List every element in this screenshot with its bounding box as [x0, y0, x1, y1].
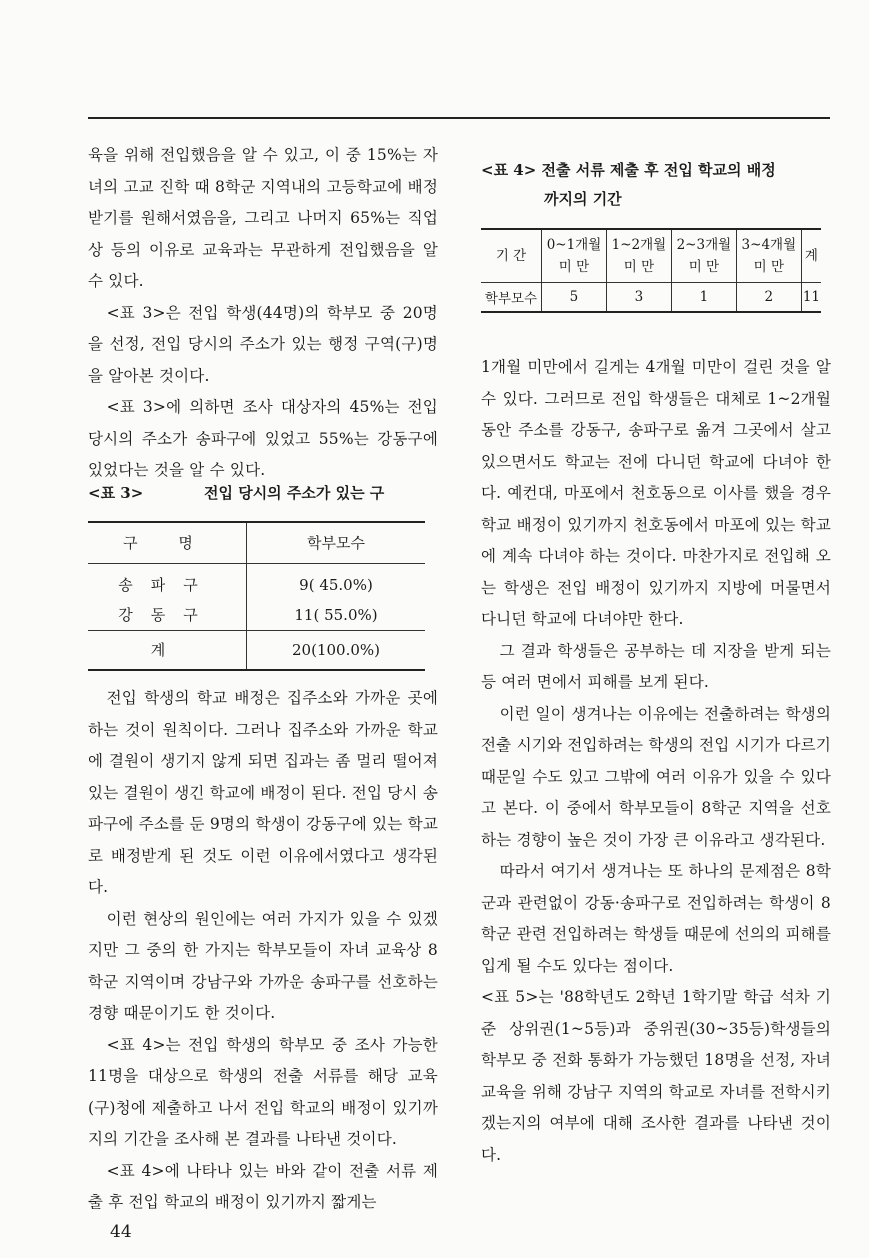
page-number: 44 [110, 1222, 132, 1242]
paragraph: <표 3>은 전입 학생(44명)의 학부모 중 20명을 선정, 전입 당시의 주소가 있는 행정 구역(구)명을 알아본 것이다. [88, 303, 438, 385]
paragraph: 따라서 여기서 생겨나는 또 하나의 문제점은 8학군과 관련없이 강동·송파구로 전입하려는 학생이 8학군 관련 전입하려는 학생들 때문에 선의의 피해를 입게 될 수도 있다는 점이다. [481, 862, 831, 975]
table-cell: 9( 45.0%) [299, 576, 373, 594]
table-total-row [88, 631, 425, 671]
table3-title: 전입 당시의 주소가 있는 구 [204, 484, 385, 502]
paragraph: <표 3>에 의하면 조사 대상자의 45%는 전입 당시의 주소가 송파구에 있었고 55%는 강동구에 있었다는 것을 알 수 있다. [88, 398, 438, 479]
table-header-cell: 구 명 [88, 522, 247, 564]
left-column-top [88, 140, 438, 487]
right-column [481, 352, 831, 1171]
header-rule [88, 117, 830, 119]
table3-caption [88, 480, 430, 508]
paragraph: <표 4>는 전입 학생의 학부모 중 조사 가능한 11명을 대상으로 학생의 전출 서류를 해당 교육(구)청에 제출하고 나서 전입 학교의 배정이 있기까지의 기간을 조사해 본 결과를 나타낸 것이다. [88, 1035, 438, 1148]
table-row [481, 283, 821, 313]
table-cell: 강동구 [88, 600, 247, 631]
table3 [88, 521, 425, 671]
table-row [88, 564, 425, 601]
table-header-cell: 0~1개월 미 만 [542, 229, 607, 283]
paragraph: <표 5>는 '88학년도 2학년 1학기말 학급 석차 기준 상위권(1~5등)과 중위권(30~35등)학생들의 학부모 중 전화 통화가 가능했던 18명을 선정, 자녀 교육을 위해 강남구 지역의 학교로 자녀를 전학시키겠는지의 여부에 대해 조사한 결과를 나타낸 것이다. [481, 988, 831, 1164]
paragraph: 육을 위해 전입했음을 알 수 있고, 이 중 15%는 자녀의 고교 진학 때 8학군 지역내의 고등학교에 배정받기를 원해서였음을, 그리고 나머지 65%는 직업상 등의 이유로 교육과는 무관하게 전입했음을 알 수 있다. [88, 146, 438, 290]
table-cell: 계 [88, 631, 247, 671]
paragraph: <표 4>에 나타나 있는 바와 같이 전출 서류 제출 후 전입 학교의 배정이 있기까지 짧게는 [88, 1161, 438, 1211]
paragraph: 전입 학생의 학교 배정은 집주소와 가까운 곳에 하는 것이 원칙이다. 그러나 집주소와 가까운 학교에 결원이 생기지 않게 되면 집과는 좀 멀리 떨어져 있는 결원이 생긴 학교에 배정이 된다. 전입 당시 송파구에 주소를 둔 9명의 학생이 강동구에 있는 학교로 배정받게 된 것도 이런 이유에서였다고 생각된다. [88, 689, 438, 896]
table-header-cell: 1~2개월 미 만 [606, 229, 671, 283]
table-header-cell: 학부모수 [247, 522, 426, 564]
table-cell: 5 [542, 283, 607, 313]
table-cell: 3 [606, 283, 671, 313]
table-header-cell: 기 간 [481, 229, 542, 283]
table4-title-line1: <표 4> 전출 서류 제출 후 전입 학교의 배정 [481, 161, 776, 179]
table3-label: <표 3> [88, 484, 144, 502]
paragraph: 이런 일이 생겨나는 이유에는 전출하려는 학생의 전출 시기와 전입하려는 학생의 전입 시기가 다르기 때문일 수도 있고 그밖에 여러 이유가 있을 수 있다고 본다. 이 중에서 학부모들이 8학군 지역을 선호하는 경향이 높은 것이 가장 큰 이유라고 생각된다. [481, 704, 831, 849]
table4 [481, 228, 821, 313]
table-header-row [88, 522, 425, 564]
table4-caption [481, 156, 831, 214]
table-cell: 11 [801, 283, 821, 313]
table-row [88, 600, 425, 631]
table-cell: 20(100.0%) [247, 631, 426, 671]
paragraph: 이런 현상의 원인에는 여러 가지가 있을 수 있겠지만 그 중의 한 가지는 학부모들이 자녀 교육상 8학군 지역이며 강남구와 가까운 송파구를 선호하는 경향 때문이기도 한 것이다. [88, 909, 438, 1022]
paragraph: 1개월 미만에서 길게는 4개월 미만이 걸린 것을 알 수 있다. 그러므로 전입 학생들은 대체로 1~2개월 동안 주소를 강동구, 송파구로 옮겨 그곳에서 살고 있으면서도 학교는 전에 다니던 학교에 다녀야 한다. 예컨대, 마포에서 천호동으로 이사를 했을 경우 학교 배정이 있기까지 천호동에서 마포에 있는 학교에 계속 다녀야 하는 것이다. 마찬가지로 전입해 오는 학생은 전입 배정이 있기까지 지방에 머물면서 다니던 학교에 다녀야만 한다. [481, 358, 831, 628]
table-header-row [481, 229, 821, 283]
table-header-cell: 2~3개월 미 만 [671, 229, 736, 283]
table-header-cell: 계 [801, 229, 821, 283]
table-cell: 2 [736, 283, 801, 313]
table-cell: 11( 55.0%) [294, 606, 378, 624]
table4-title-line2: 까지의 기간 [544, 190, 622, 208]
paragraph: 그 결과 학생들은 공부하는 데 지장을 받게 되는 등 여러 면에서 피해를 보게 된다. [481, 641, 831, 691]
table-cell: 학부모수 [481, 283, 542, 313]
table-header-cell: 3~4개월 미 만 [736, 229, 801, 283]
table-cell: 송파구 [88, 564, 247, 601]
table-cell: 1 [671, 283, 736, 313]
left-column-bottom [88, 683, 438, 1219]
